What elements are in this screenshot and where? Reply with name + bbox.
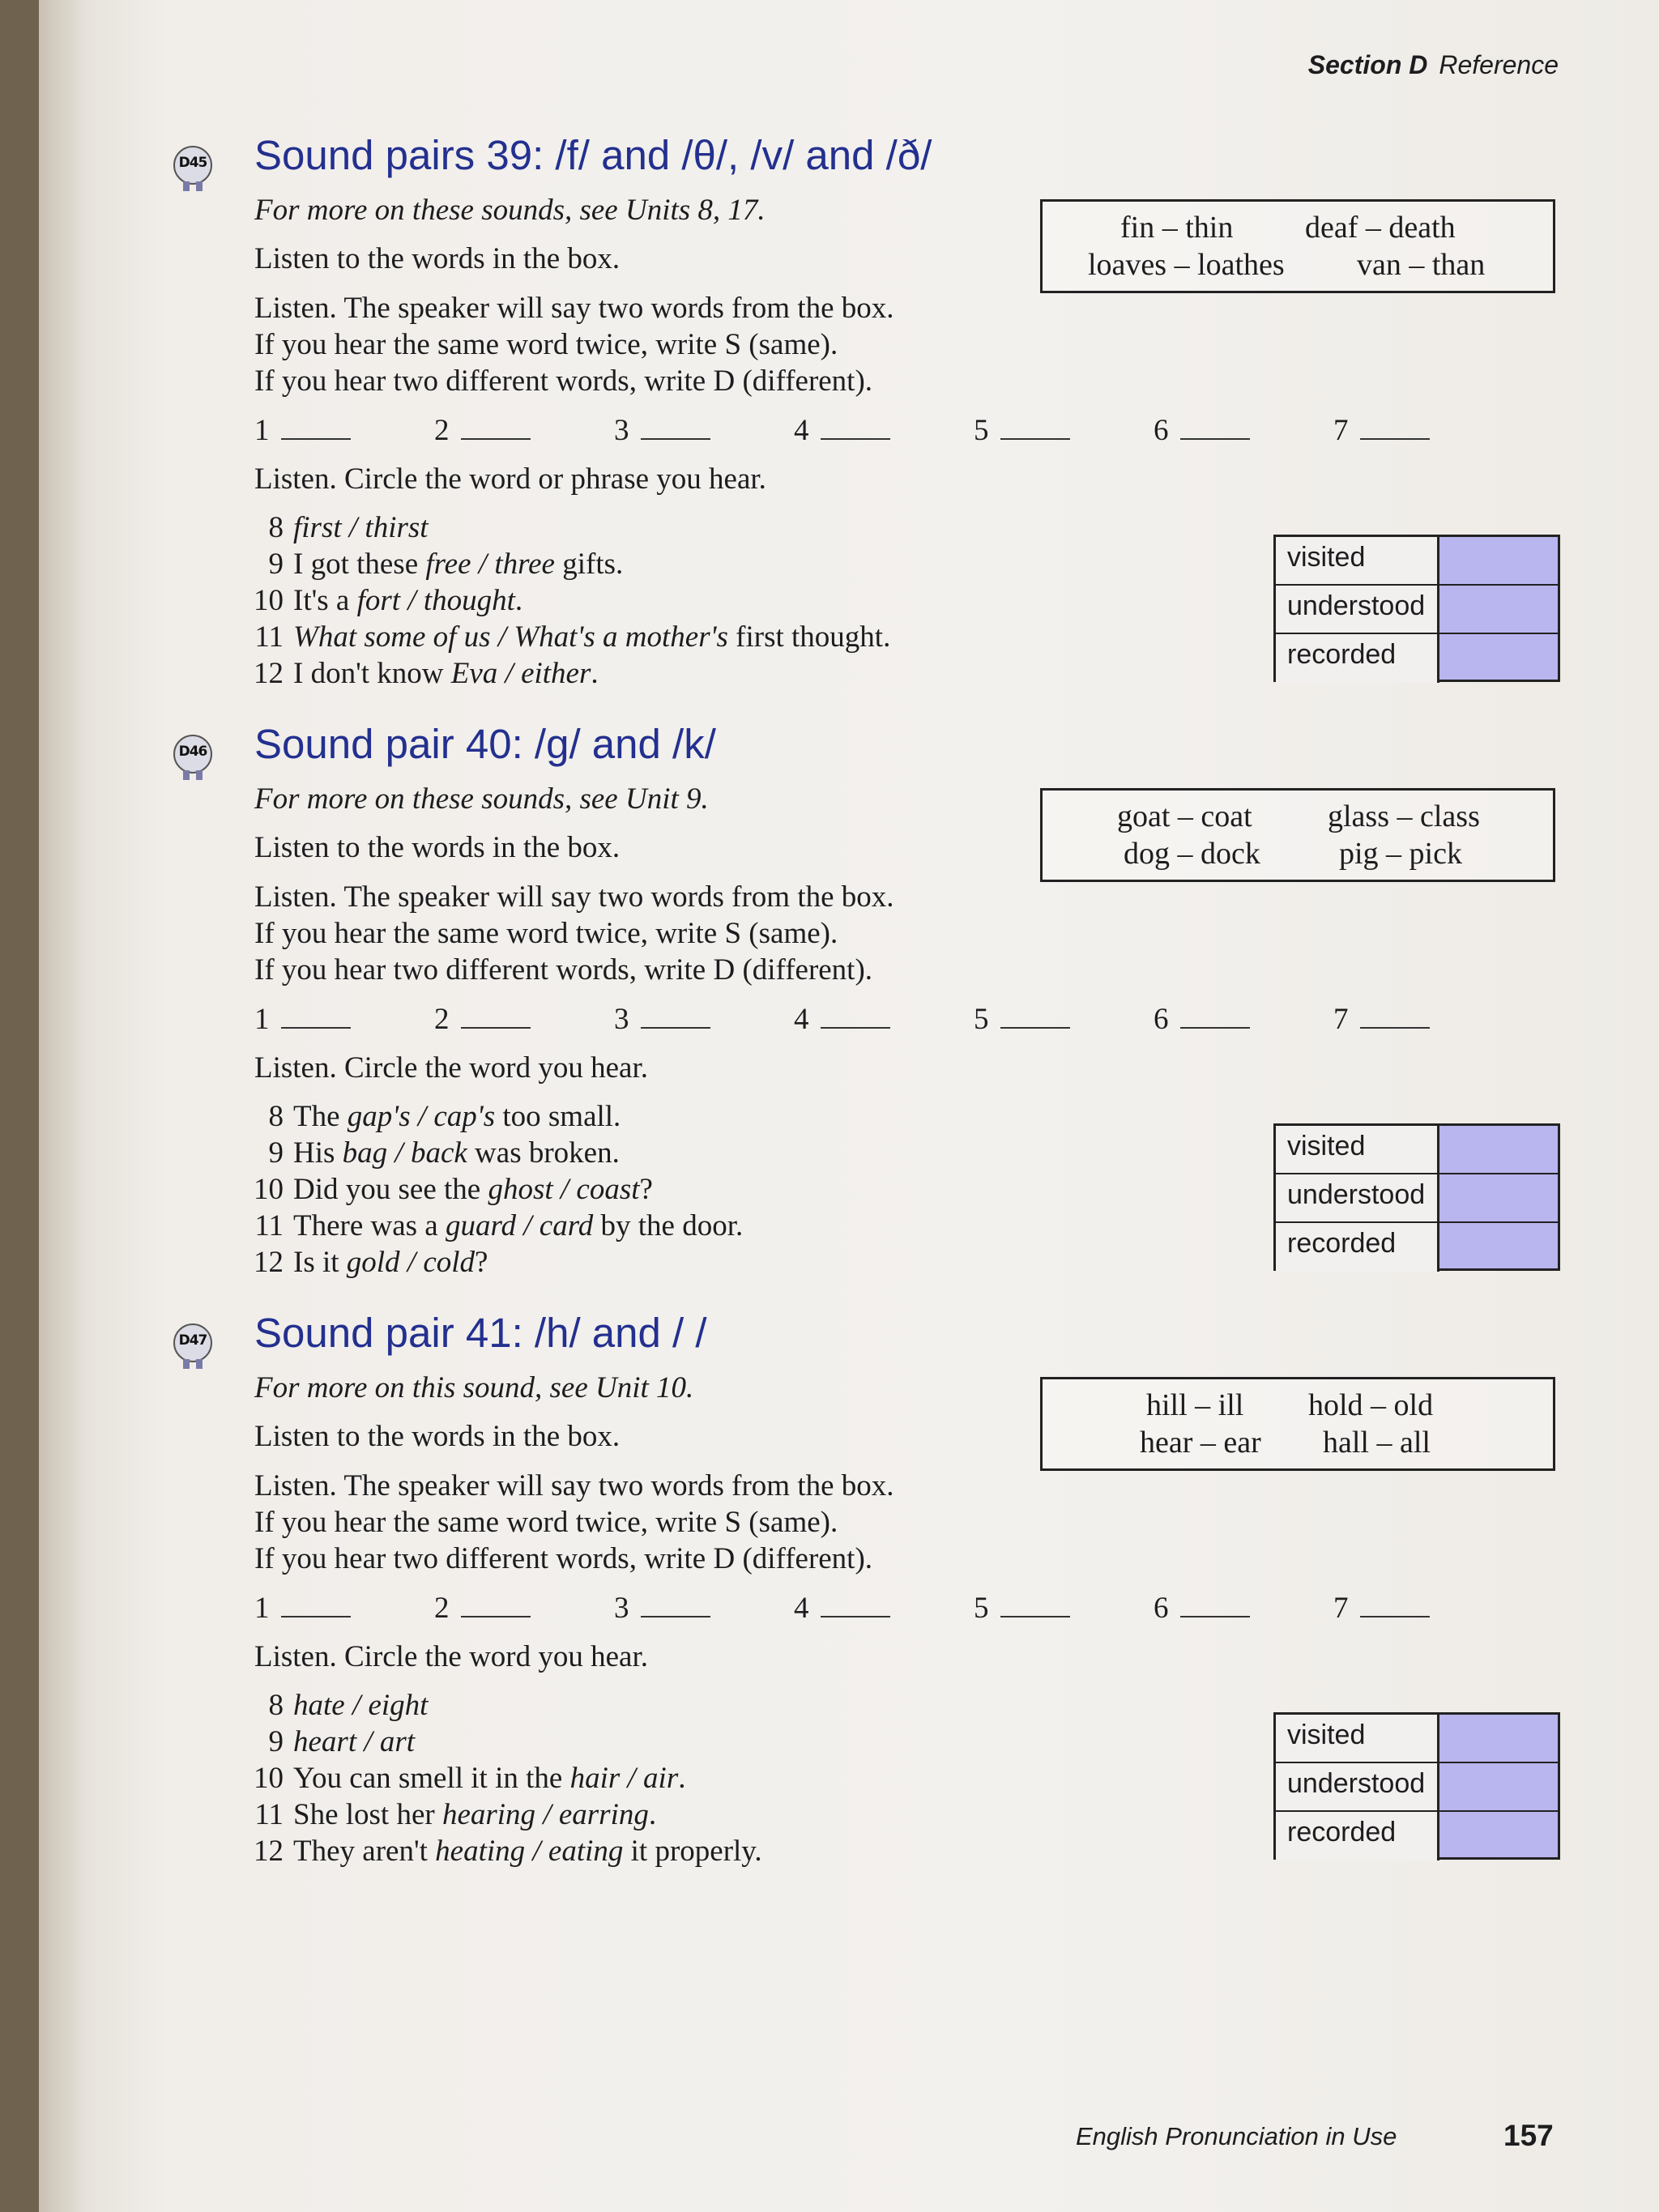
answer-blank[interactable]: 4 [794,1002,890,1037]
section-title: Sound pair 40: /g/ and /k/ [254,721,716,767]
option-b[interactable]: back [410,1136,467,1170]
instruction-line-2: If you hear the same word twice, write S (same). [254,328,838,361]
word-pair: hear – ear [1140,1426,1261,1460]
option-a[interactable]: heating [435,1835,526,1868]
answer-blank[interactable]: 2 [434,413,531,448]
answer-blank[interactable]: 3 [614,1591,710,1626]
option-a[interactable]: fort [356,584,401,617]
list-item: 11 There was a guard / card by the door. [254,1209,744,1242]
list-item: 10 You can smell it in the hair / air. [254,1762,686,1795]
answer-blank[interactable]: 2 [434,1002,531,1037]
answer-blank[interactable]: 7 [1333,413,1430,448]
checklist-label: recorded [1276,634,1439,683]
answer-blank[interactable]: 1 [254,1002,351,1037]
word-pair: hall – all [1323,1426,1431,1460]
option-b[interactable]: earring [558,1798,649,1831]
option-a[interactable]: hair [569,1762,621,1795]
option-a[interactable]: heart [293,1725,357,1758]
option-a[interactable]: hearing [441,1798,536,1831]
checklist-label: recorded [1276,1223,1439,1272]
checklist-label: understood [1276,586,1439,633]
answer-row [254,1002,1550,1038]
word-pair: deaf – death [1305,211,1456,245]
list-item: 9 His bag / back was broken. [268,1136,620,1170]
header-section: Section D [1307,50,1428,79]
answer-blank[interactable]: 5 [974,413,1070,448]
instruction-line-1: Listen. The speaker will say two words from the box. [254,292,894,325]
option-b[interactable]: cold [423,1246,476,1279]
answer-blank[interactable]: 7 [1333,1591,1430,1626]
cd-track-code: D45 [178,155,207,171]
option-b[interactable]: thought [423,584,515,617]
audio-cd-icon[interactable] [170,733,215,778]
circle-instruction: Listen. Circle the word you hear. [254,1051,649,1085]
answer-blank[interactable]: 6 [1154,413,1250,448]
checklist-row[interactable] [1276,1763,1558,1812]
checklist-label: visited [1276,1715,1439,1762]
option-a[interactable]: gap's [347,1100,411,1133]
checklist-row[interactable] [1276,1715,1558,1763]
option-a[interactable]: first [293,511,342,544]
list-item: 10 Did you see the ghost / coast? [254,1173,653,1206]
answer-row [254,413,1550,449]
list-item: 11 She lost her hearing / earring. [254,1798,657,1831]
list-item: 10 It's a fort / thought. [254,584,523,617]
list-item: 12 They aren't heating / eating it properly. [254,1835,762,1868]
answer-blank[interactable]: 7 [1333,1002,1430,1037]
answer-blank[interactable]: 1 [254,413,351,448]
list-item: 12 Is it gold / cold? [254,1246,488,1279]
answer-blank[interactable]: 5 [974,1591,1070,1626]
header-label: Reference [1439,50,1559,79]
checklist-row[interactable] [1276,1126,1558,1174]
checklist-row[interactable] [1276,1812,1558,1860]
word-pair: loaves – loathes [1088,248,1285,282]
section-sound-pair-41 [39,1178,1659,1868]
listen-box-instruction: Listen to the words in the box. [254,242,621,275]
option-b[interactable]: air [643,1762,679,1795]
option-b[interactable]: art [379,1725,416,1758]
list-item: 8 first / thirst [268,511,429,544]
instruction-line-2: If you hear the same word twice, write S (same). [254,917,838,950]
list-item: 11 What some of us / What's a mother's first thought. [254,620,891,654]
answer-blank[interactable]: 3 [614,1002,710,1037]
cd-track-code: D46 [178,744,207,760]
answer-blank[interactable]: 6 [1154,1591,1250,1626]
checklist-label: understood [1276,1174,1439,1221]
see-more-text: For more on these sounds, see Unit 9. [254,782,709,816]
word-pair: fin – thin [1120,211,1234,245]
option-b[interactable]: cap's [433,1100,496,1133]
list-item: 9 heart / art [268,1725,416,1758]
cd-track-code: D47 [178,1332,207,1349]
answer-blank[interactable]: 3 [614,413,710,448]
listen-box-instruction: Listen to the words in the box. [254,1420,621,1453]
checklist-label: visited [1276,1126,1439,1173]
word-pair: glass – class [1328,799,1480,833]
word-pair: pig – pick [1339,837,1462,871]
checklist-row[interactable] [1276,537,1558,586]
instruction-line-2: If you hear the same word twice, write S (same). [254,1506,838,1539]
list-item: 12 I don't know Eva / either. [254,657,599,690]
option-a[interactable]: ghost [488,1173,553,1206]
see-more-text: For more on this sound, see Unit 10. [254,1371,694,1404]
answer-blank[interactable]: 1 [254,1591,351,1626]
option-b[interactable]: eight [368,1689,429,1722]
option-b[interactable]: What's a mother's [514,620,728,654]
answer-blank[interactable]: 5 [974,1002,1070,1037]
answer-blank[interactable]: 4 [794,413,890,448]
word-pair: hill – ill [1146,1388,1244,1422]
answer-row [254,1591,1550,1626]
option-b[interactable]: thirst [365,511,429,544]
option-a[interactable]: hate [293,1689,345,1722]
option-a[interactable]: Eva [450,657,498,690]
word-box [1040,1377,1555,1471]
option-a[interactable]: free [425,548,471,581]
instruction-line-3: If you hear two different words, write D (different). [254,364,873,398]
see-more-text: For more on these sounds, see Units 8, 17. [254,194,766,227]
section-title: Sound pair 41: /h/ and / / [254,1310,707,1356]
option-a[interactable]: gold [346,1246,400,1279]
word-pair: hold – old [1308,1388,1434,1422]
word-box [1040,788,1555,882]
listen-box-instruction: Listen to the words in the box. [254,831,621,864]
option-a[interactable]: What some of us [293,620,491,654]
instruction-line-3: If you hear two different words, write D (different). [254,1542,873,1575]
option-b[interactable]: three [494,548,555,581]
book-title-footer: English Pronunciation in Use [1076,2122,1397,2150]
list-item: 8 hate / eight [268,1689,429,1722]
list-item: 8 The gap's / cap's too small. [268,1100,621,1133]
progress-checklist [1273,1712,1560,1860]
book-page [39,0,1659,2212]
answer-blank[interactable]: 6 [1154,1002,1250,1037]
option-b[interactable]: coast [576,1173,640,1206]
circle-instruction: Listen. Circle the word you hear. [254,1640,649,1673]
list-item: 9 I got these free / three gifts. [268,548,624,581]
option-b[interactable]: eating [548,1835,624,1868]
option-b[interactable]: card [539,1209,594,1242]
word-pair: dog – dock [1124,837,1260,871]
instruction-line-1: Listen. The speaker will say two words from the box. [254,880,894,914]
audio-cd-icon[interactable] [170,1322,215,1367]
checklist-label: recorded [1276,1812,1439,1860]
section-sound-pairs-39 [39,0,1659,690]
instruction-line-3: If you hear two different words, write D (different). [254,953,873,987]
checklist-label: visited [1276,537,1439,584]
answer-blank[interactable]: 2 [434,1591,531,1626]
instruction-line-1: Listen. The speaker will say two words from the box. [254,1469,894,1502]
word-pair: van – than [1357,248,1486,282]
section-title: Sound pairs 39: /f/ and /θ/, /v/ and /ð/ [254,132,932,178]
circle-instruction: Listen. Circle the word or phrase you hear. [254,462,766,496]
option-a[interactable]: guard [445,1209,517,1242]
answer-blank[interactable]: 4 [794,1591,890,1626]
option-b[interactable]: either [521,657,591,690]
audio-cd-icon[interactable] [170,144,215,190]
option-a[interactable]: bag [342,1136,388,1170]
word-box [1040,199,1555,293]
word-pair: goat – coat [1117,799,1252,833]
checklist-label: understood [1276,1763,1439,1810]
section-sound-pair-40 [39,589,1659,1279]
page-number: 157 [1503,2119,1554,2152]
